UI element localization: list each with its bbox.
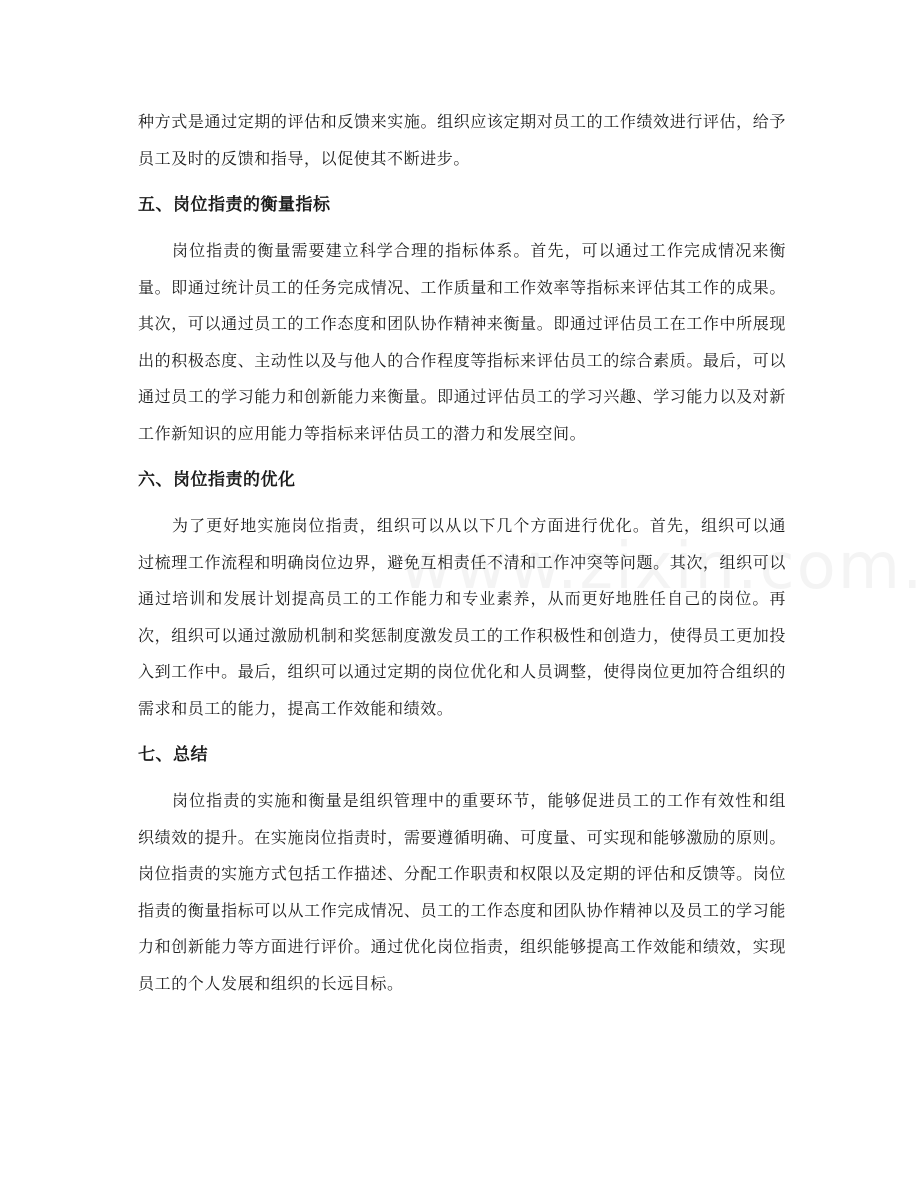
section-6-heading: 六、岗位指责的优化 (138, 470, 296, 490)
section-7-paragraph: 岗位指责的实施和衡量是组织管理中的重要环节，能够促进员工的工作有效性和组织绩效的提升。在实施岗位指责时，需要遵循明确、可度量、可实现和能够激励的原则。岗位指责的实施方式包括工作描述、分配工作职责和权限以及定期的评估和反馈等。岗位指责的衡量指标可以从工作完成情况、员工的工作态度和团队协作精神以及员工的学习能力和创新能力等方面进行评价。通过优化岗位指责，组织能够提高工作效能和绩效，实现员工的个人发展和组织的长远目标。 (138, 791, 786, 993)
intro-paragraph: 种方式是通过定期的评估和反馈来实施。组织应该定期对员工的工作绩效进行评估，给予员工及时的反馈和指导，以促使其不断进步。 (138, 112, 786, 168)
section-6-paragraph: 为了更好地实施岗位指责，组织可以从以下几个方面进行优化。首先，组织可以通过梳理工作流程和明确岗位边界，避免互相责任不清和工作冲突等问题。其次，组织可以通过培训和发展计划提高员工的工作能力和专业素养，从而更好地胜任自己的岗位。再次，组织可以通过激励机制和奖惩制度激发员工的工作积极性和创造力，使得员工更加投入到工作中。最后，组织可以通过定期的岗位优化和人员调整，使得岗位更加符合组织的需求和员工的能力，提高工作效能和绩效。 (138, 516, 786, 718)
document-page (138, 104, 786, 1002)
section-5-heading: 五、岗位指责的衡量指标 (138, 195, 331, 215)
section-7-heading: 七、总结 (138, 745, 208, 765)
section-5-paragraph: 岗位指责的衡量需要建立科学合理的指标体系。首先，可以通过工作完成情况来衡量。即通过统计员工的任务完成情况、工作质量和工作效率等指标来评估其工作的成果。其次，可以通过员工的工作态度和团队协作精神来衡量。即通过评估员工在工作中所展现出的积极态度、主动性以及与他人的合作程度等指标来评估员工的综合素质。最后，可以通过员工的学习能力和创新能力来衡量。即通过评估员工的学习兴趣、学习能力以及对新工作新知识的应用能力等指标来评估员工的潜力和发展空间。 (138, 241, 786, 443)
